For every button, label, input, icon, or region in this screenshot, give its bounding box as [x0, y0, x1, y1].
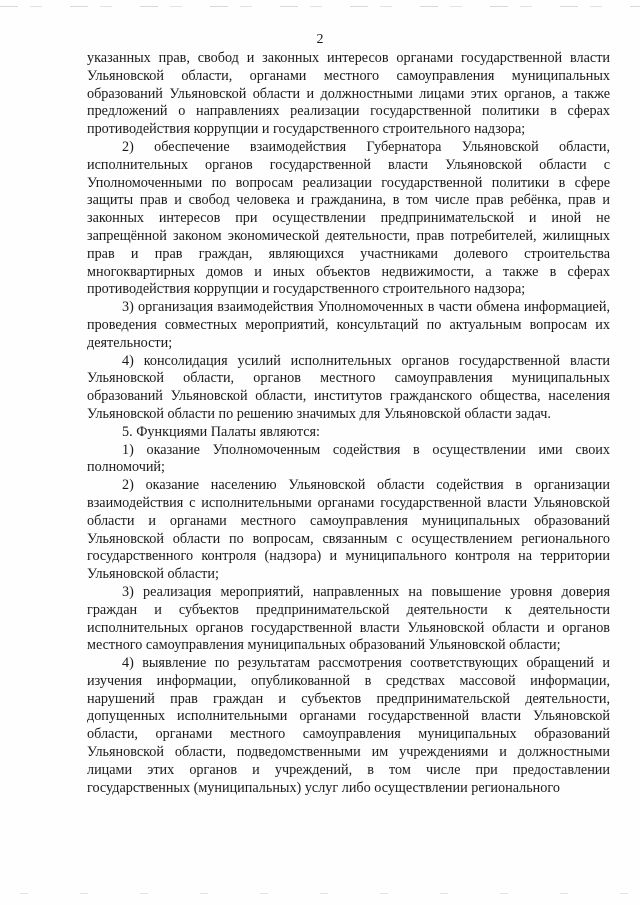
page-number: 2: [316, 32, 324, 47]
paragraph-item-4: 4) консолидация усилий исполнительных органов государственной власти Ульяновской области, органов местного самоуправления муниципальных образований Ульяновской области, институтов гражданского общества, населения Ульяновской области по решению значимых для Ульяновской области задач.: [87, 352, 610, 422]
paragraph-section-5-heading: 5. Функциями Палаты являются:: [122, 423, 320, 440]
scan-edge-bottom: [0, 893, 640, 894]
paragraph-function-2: 2) оказание населению Ульяновской области содействия в организации взаимодействия с исполнительными органами государственной власти Ульяновской области и органами местного самоуправления муниципальных образований Ульяновской области по вопросам, связанным с осуществлением регионального государственного контроля (надзора) и муниципального контроля на территории Ульяновской области;: [87, 477, 610, 583]
paragraph-continuation: указанных прав, свобод и законных интересов органами государственной власти Ульяновской области, органами местного самоуправления муниципальных образований Ульяновской области и должностными лицами этих органов, а также предложений о направлениях реализации государственной политики в сферах противодействия коррупции и государственного строительного надзора;: [87, 50, 610, 138]
paragraph-function-3: 3) реализация мероприятий, направленных на повышение уровня доверия граждан и субъектов предпринимательской деятельности к деятельности исполнительных органов государственной власти Ульяновской области и органов местного самоуправления муниципальных образований Ульяновской области;: [87, 583, 610, 654]
paragraph-item-2: 2) обеспечение взаимодействия Губернатора Ульяновской области, исполнительных органов государственной власти Ульяновской области с Уполномоченными по вопросам реализации государственной политики в сфере защиты прав и свобод человека и гражданина, в том числе прав ребёнка, прав и законных интересов при осуществлении предпринимательской и иной не запрещённой законом экономической деятельности, прав потребителей, жилищных прав и прав граждан, являющихся участниками долевого строительства многоквартирных домов и иных объектов недвижимости, а также в сферах противодействия коррупции и государственного строительного надзора;: [87, 138, 610, 298]
paragraph-function-1: 1) оказание Уполномоченным содействия в осуществлении ими своих полномочий;: [87, 441, 610, 476]
paragraph-function-4: 4) выявление по результатам рассмотрения соответствующих обращений и изучения информации, опубликованной в средствах массовой информации, нарушений прав граждан и субъектов предпринимательской деятельности, допущенных исполнительными органами государственной власти Ульяновской области, органами местного самоуправления муниципальных образований Ульяновской области, подведомственными им учреждениями и должностными лицами этих органов и учреждений, в том числе при предоставлении государственных (муниципальных) услуг либо осуществлении регионального: [87, 655, 610, 796]
scan-edge-top: [0, 6, 640, 7]
paragraph-item-3: 3) организация взаимодействия Уполномоченных в части обмена информацией, проведения совместных мероприятий, консультаций по актуальным вопросам их деятельности;: [87, 299, 610, 351]
document-body: [87, 50, 610, 797]
